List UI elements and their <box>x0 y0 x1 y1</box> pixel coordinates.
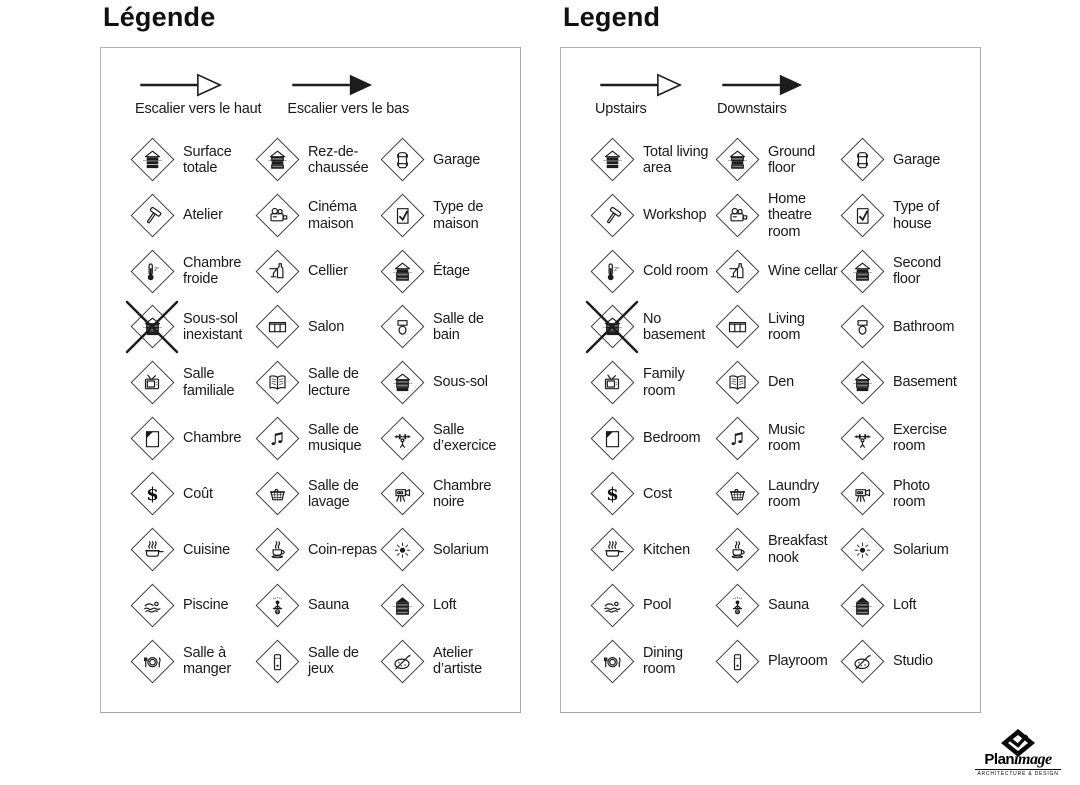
legend-item <box>589 522 714 578</box>
stair-arrow <box>717 72 813 126</box>
legend-item-label: Solarium <box>893 541 949 558</box>
playroom-icon <box>714 638 760 684</box>
legend-item-label: Kitchen <box>643 541 690 558</box>
second-floor-icon <box>839 248 885 294</box>
legend-item-label: Music room <box>768 422 805 455</box>
legend-item-label: Surface totale <box>183 143 232 176</box>
legend-item-label: Cost <box>643 485 673 502</box>
legend-item <box>129 578 254 634</box>
legend-item-label: Dining room <box>643 644 683 678</box>
exercise-room-icon <box>379 415 425 461</box>
legend-item <box>839 132 977 188</box>
stair-arrow <box>135 72 261 126</box>
legend-item-label: Salle de lecture <box>308 366 359 399</box>
bathroom-icon <box>839 304 885 350</box>
legend-grid <box>589 132 980 689</box>
legend-item <box>589 132 714 188</box>
arrow-down-solid-icon <box>717 72 813 98</box>
legend-item <box>714 243 839 299</box>
legend-grid <box>129 132 520 689</box>
legend-item <box>129 188 254 244</box>
legend-item <box>839 188 977 244</box>
legend-item <box>254 522 379 578</box>
legend-item <box>379 355 517 411</box>
legend-item-label: Sauna <box>768 597 809 614</box>
legend-item <box>254 132 379 188</box>
garage-icon <box>379 137 425 183</box>
total-living-area-icon <box>129 137 175 183</box>
legend-item <box>129 355 254 411</box>
stair-arrow <box>595 72 691 126</box>
legend-item <box>714 578 839 634</box>
logo-word-plan: Plan <box>984 750 1015 768</box>
legend-item <box>254 633 379 689</box>
legend-item-label: Bedroom <box>643 430 701 447</box>
legend-item <box>254 299 379 355</box>
legend-item-label: Cold room <box>643 263 709 280</box>
legend-item <box>839 299 977 355</box>
studio-icon <box>379 638 425 684</box>
legend-item <box>839 466 977 522</box>
kitchen-icon <box>589 527 635 573</box>
sauna-icon <box>714 582 760 628</box>
sauna-icon <box>254 582 300 628</box>
legend-item <box>714 522 839 578</box>
legend-item <box>714 633 839 689</box>
legend-item <box>589 466 714 522</box>
legend-item-label: Bathroom <box>893 318 955 335</box>
legend-item <box>129 410 254 466</box>
legend-panel-english <box>560 47 981 713</box>
dining-room-icon <box>129 638 175 684</box>
legend-item <box>254 410 379 466</box>
type-of-house-icon <box>839 193 885 239</box>
legend-item <box>129 522 254 578</box>
bathroom-icon <box>379 304 425 350</box>
legend-item-label: Chambre froide <box>183 254 242 288</box>
legend-title-french: Légende <box>103 2 216 32</box>
svg-text:2°: 2° <box>153 265 159 272</box>
photo-room-icon <box>379 471 425 517</box>
legend-item <box>714 188 839 244</box>
arrow-up-hollow-icon <box>135 72 231 98</box>
wine-cellar-icon <box>254 248 300 294</box>
family-room-icon <box>589 360 635 406</box>
legend-item <box>379 132 517 188</box>
legend-item-label: Home theatre room <box>768 191 812 240</box>
cost-icon <box>129 471 175 517</box>
cost-icon <box>589 471 635 517</box>
legend-item-label: Garage <box>433 151 481 168</box>
studio-icon <box>839 638 885 684</box>
legend-item <box>839 243 977 299</box>
legend-item <box>129 466 254 522</box>
legend-item <box>714 466 839 522</box>
legend-item-label: Salle à manger <box>183 644 231 678</box>
legend-item-label: Sous-sol <box>433 374 488 391</box>
legend-item <box>254 355 379 411</box>
planimage-logo <box>966 728 1070 778</box>
legend-item <box>714 132 839 188</box>
legend-item <box>589 355 714 411</box>
legend-item-label: Playroom <box>768 652 828 669</box>
planimage-logo-text <box>966 752 1070 768</box>
legend-item-label: Type de maison <box>433 199 484 232</box>
music-room-icon <box>254 415 300 461</box>
stair-arrow <box>287 72 409 126</box>
breakfast-nook-icon <box>714 527 760 573</box>
legend-item <box>129 132 254 188</box>
legend-item-label: Piscine <box>183 597 229 614</box>
type-of-house-icon <box>379 193 425 239</box>
home-theatre-icon <box>254 193 300 239</box>
no-basement-icon <box>589 304 635 350</box>
total-living-area-icon <box>589 137 635 183</box>
legend-item-label: Atelier d’artiste <box>433 644 482 678</box>
legend-item-label: Basement <box>893 374 957 391</box>
wine-cellar-icon <box>714 248 760 294</box>
svg-text:$: $ <box>145 483 159 505</box>
legend-item <box>254 466 379 522</box>
legend-item <box>379 243 517 299</box>
legend-item <box>129 243 254 299</box>
kitchen-icon <box>129 527 175 573</box>
legend-item-label: Family room <box>643 366 685 399</box>
breakfast-nook-icon <box>254 527 300 573</box>
legend-item-label: Étage <box>433 263 470 280</box>
legend-item <box>379 633 517 689</box>
legend-item-label: Photo room <box>893 477 930 510</box>
garage-icon <box>839 137 885 183</box>
legend-item <box>379 466 517 522</box>
stair-arrow-key <box>135 72 520 126</box>
legend-item-label: Salle de jeux <box>308 644 359 678</box>
basement-icon <box>379 360 425 406</box>
home-theatre-icon <box>714 193 760 239</box>
bedroom-icon <box>129 415 175 461</box>
legend-item <box>254 578 379 634</box>
pool-icon <box>129 582 175 628</box>
legend-item-label: Exercise room <box>893 422 947 455</box>
legend-item-label: Loft <box>433 597 457 614</box>
legend-item-label: Cinéma maison <box>308 199 357 232</box>
arrow-down-solid-icon <box>287 72 383 98</box>
legend-item-label: Atelier <box>183 207 223 224</box>
legend-panel-french <box>100 47 521 713</box>
legend-item-label: Rez-de-chaussée <box>308 143 369 176</box>
legend-item <box>589 410 714 466</box>
legend-item-label: Salle de bain <box>433 310 484 343</box>
legend-item <box>379 578 517 634</box>
legend-item <box>714 355 839 411</box>
legend-item-label: Cellier <box>308 263 348 280</box>
legend-item <box>839 355 977 411</box>
svg-text:$: $ <box>605 483 619 505</box>
legend-item <box>714 410 839 466</box>
legend-item-label: Salon <box>308 318 345 335</box>
legend-item <box>379 188 517 244</box>
legend-item <box>589 299 714 355</box>
legend-item-label: Cuisine <box>183 541 230 558</box>
legend-item <box>839 578 977 634</box>
ground-floor-icon <box>254 137 300 183</box>
legend-item-label: Studio <box>893 652 933 669</box>
legend-item-label: Chambre <box>183 430 242 447</box>
logo-word-image: image <box>1014 750 1052 768</box>
legend-item-label: Den <box>768 374 794 391</box>
basement-icon <box>839 360 885 406</box>
bedroom-icon <box>589 415 635 461</box>
legend-item-label: Type of house <box>893 199 940 232</box>
legend-item-label: Second floor <box>893 254 941 288</box>
laundry-room-icon <box>714 471 760 517</box>
cold-room-icon <box>129 248 175 294</box>
legend-item <box>839 522 977 578</box>
logo-underline <box>975 769 1061 771</box>
legend-item-label: No basement <box>643 310 706 343</box>
legend-item-label: Salle familiale <box>183 366 235 399</box>
loft-icon <box>839 582 885 628</box>
legend-item-label: Salle de lavage <box>308 477 359 510</box>
stair-arrow-key <box>595 72 980 126</box>
solarium-icon <box>839 527 885 573</box>
legend-item <box>254 243 379 299</box>
svg-text:2°: 2° <box>613 265 619 272</box>
legend-item-label: Pool <box>643 597 672 614</box>
playroom-icon <box>254 638 300 684</box>
stair-arrow-label: Escalier vers le haut <box>135 101 262 117</box>
legend-item-label: Salle d’exercice <box>433 422 497 455</box>
legend-item-label: Coût <box>183 485 213 502</box>
legend-item-label: Wine cellar <box>768 263 838 280</box>
loft-icon <box>379 582 425 628</box>
legend-item-label: Chambre noire <box>433 477 492 510</box>
stair-arrow-label: Downstairs <box>717 101 787 117</box>
photo-room-icon <box>839 471 885 517</box>
legend-item <box>589 578 714 634</box>
legend-item <box>589 188 714 244</box>
legend-item <box>839 410 977 466</box>
cold-room-icon <box>589 248 635 294</box>
legend-item <box>379 410 517 466</box>
workshop-icon <box>129 193 175 239</box>
second-floor-icon <box>379 248 425 294</box>
legend-item <box>129 633 254 689</box>
stair-arrow-label: Upstairs <box>595 101 647 117</box>
legend-item-label: Sous-sol inexistant <box>183 310 243 343</box>
dining-room-icon <box>589 638 635 684</box>
logo-tagline: ARCHITECTURE & DESIGN <box>977 771 1059 777</box>
legend-item <box>839 633 977 689</box>
legend-item-label: Sauna <box>308 597 349 614</box>
solarium-icon <box>379 527 425 573</box>
legend-item <box>589 633 714 689</box>
laundry-room-icon <box>254 471 300 517</box>
legend-item-label: Total living area <box>643 143 709 176</box>
legend-item-label: Workshop <box>643 207 707 224</box>
legend-item <box>379 522 517 578</box>
legend-item <box>714 299 839 355</box>
legend-item-label: Breakfast nook <box>768 533 828 566</box>
legend-item <box>129 299 254 355</box>
pool-icon <box>589 582 635 628</box>
den-icon <box>254 360 300 406</box>
arrow-up-hollow-icon <box>595 72 691 98</box>
legend-item <box>254 188 379 244</box>
legend-item-label: Loft <box>893 597 917 614</box>
legend-item-label: Laundry room <box>768 477 819 510</box>
legend-item-label: Ground floor <box>768 143 816 176</box>
workshop-icon <box>589 193 635 239</box>
legend-item-label: Salle de musique <box>308 422 362 455</box>
legend-title-english: Legend <box>563 2 661 32</box>
living-room-icon <box>254 304 300 350</box>
stair-arrow-label: Escalier vers le bas <box>287 101 410 117</box>
legend-item-label: Coin-repas <box>308 541 377 558</box>
legend-item-label: Living room <box>768 310 805 343</box>
legend-item <box>589 243 714 299</box>
music-room-icon <box>714 415 760 461</box>
exercise-room-icon <box>839 415 885 461</box>
ground-floor-icon <box>714 137 760 183</box>
legend-item-label: Garage <box>893 151 941 168</box>
no-basement-icon <box>129 304 175 350</box>
den-icon <box>714 360 760 406</box>
legend-item-label: Solarium <box>433 541 489 558</box>
legend-item <box>379 299 517 355</box>
living-room-icon <box>714 304 760 350</box>
family-room-icon <box>129 360 175 406</box>
